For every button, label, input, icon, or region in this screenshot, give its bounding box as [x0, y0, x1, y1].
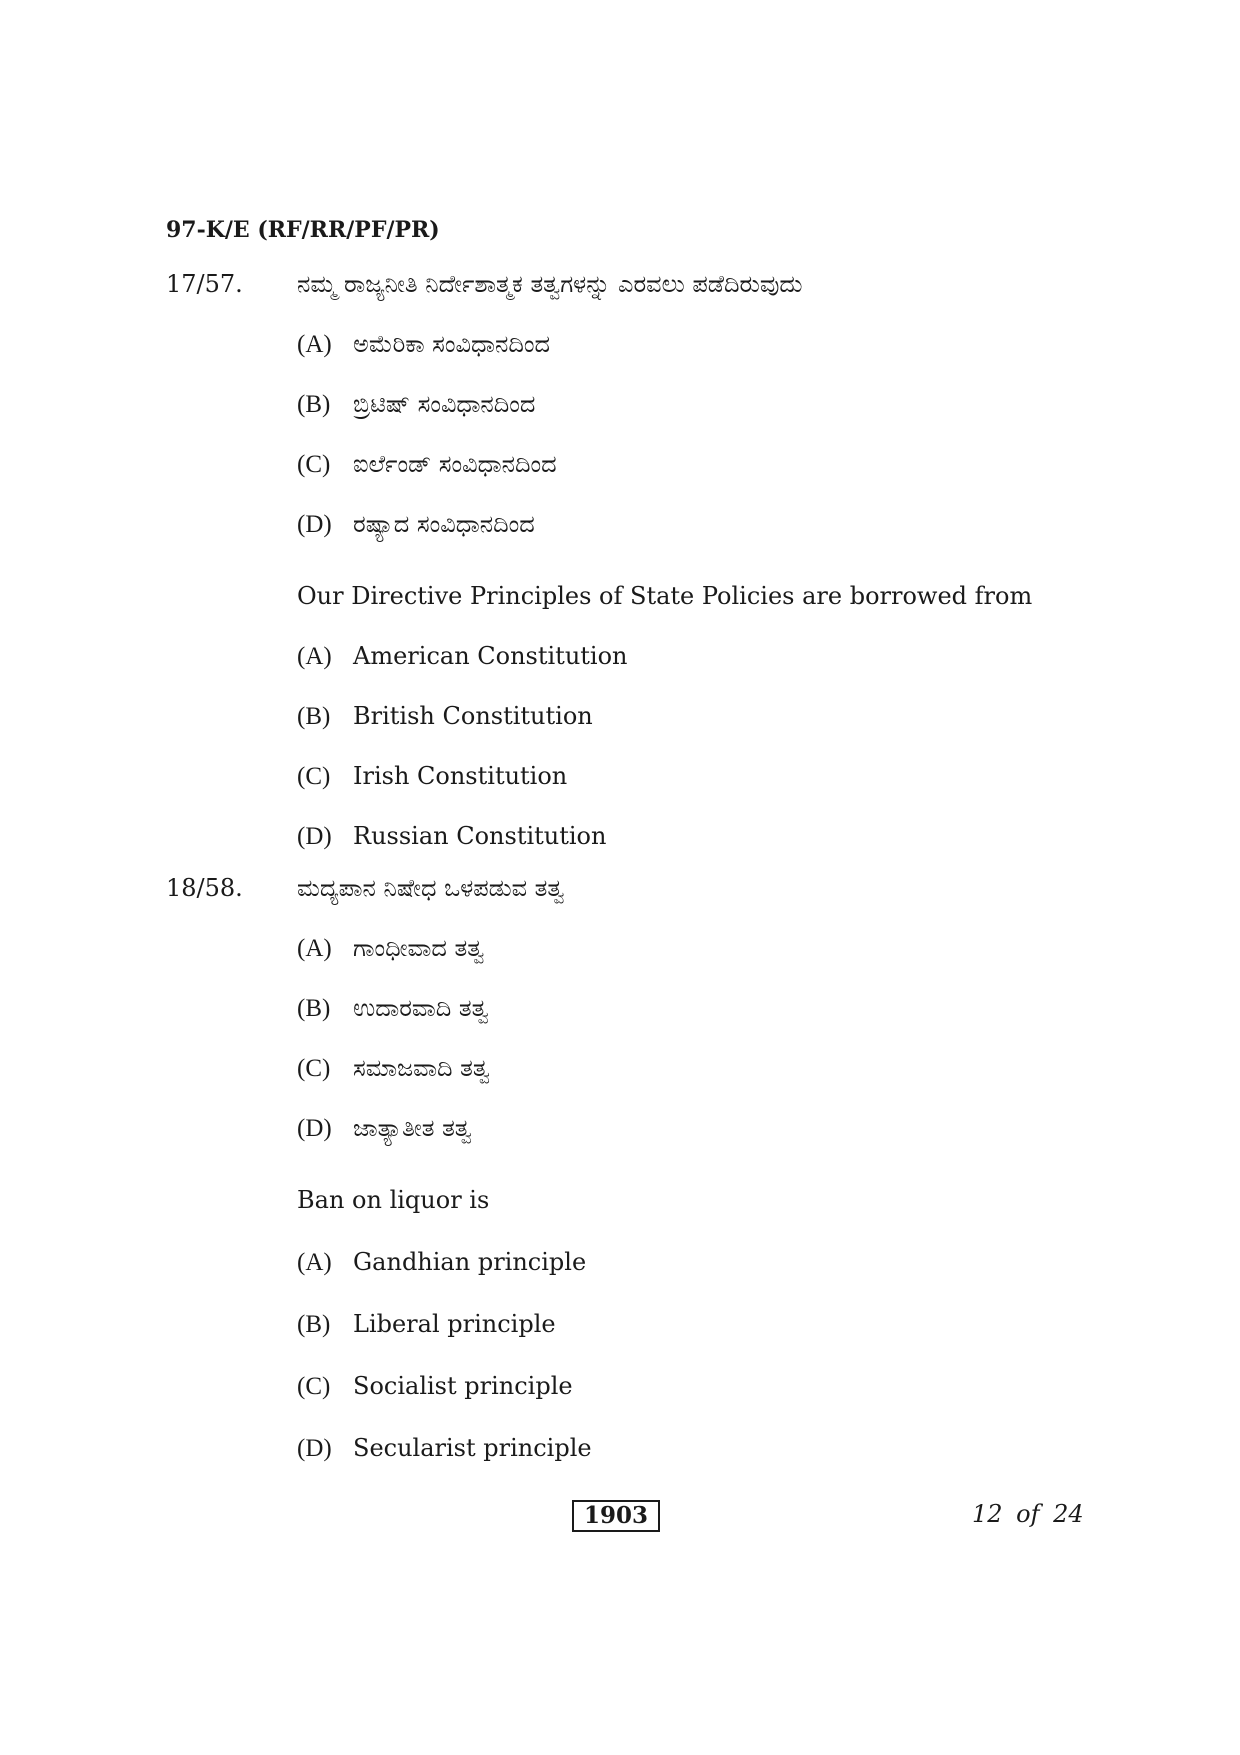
option-text: Russian Constitution — [353, 822, 607, 850]
option-letter: (A) — [297, 331, 332, 358]
option-text: ಉದಾರವಾದಿ ತತ್ವ — [353, 994, 489, 1022]
option-text: ಅಮೆರಿಕಾ ಸಂವಿಧಾನದಿಂದ — [353, 330, 550, 358]
option-kannada — [297, 330, 550, 359]
option-letter: (A) — [297, 643, 332, 670]
option-text: American Constitution — [353, 642, 628, 670]
option-english — [297, 762, 567, 791]
option-text: ಬ್ರಿಟಿಷ್ ಸಂವಿಧಾನದಿಂದ — [353, 390, 536, 418]
option-kannada — [297, 934, 484, 963]
option-letter: (A) — [297, 935, 332, 962]
question-text-english: Our Directive Principles of State Policies are borrowed from — [297, 582, 1033, 610]
option-letter: (B) — [297, 1311, 331, 1338]
option-letter: (C) — [297, 1055, 331, 1082]
option-letter: (B) — [297, 995, 331, 1022]
page-number: 12 of 24 — [972, 1500, 1084, 1528]
option-letter: (D) — [297, 511, 332, 538]
option-letter: (B) — [297, 391, 331, 418]
option-kannada — [297, 994, 489, 1023]
option-text: ಜಾತ್ಯಾತೀತ ತತ್ವ — [353, 1114, 472, 1142]
question-text-kannada: ಮದ್ಯಪಾನ ನಿಷೇಧ ಒಳಪಡುವ ತತ್ವ — [297, 874, 565, 902]
option-letter: (C) — [297, 451, 331, 478]
option-text: ರಷ್ಯಾದ ಸಂವಿಧಾನದಿಂದ — [353, 510, 535, 538]
option-english — [297, 1248, 586, 1277]
option-text: Liberal principle — [353, 1310, 556, 1338]
option-text: ಗಾಂಧೀವಾದ ತತ್ವ — [353, 934, 485, 962]
option-kannada — [297, 510, 535, 539]
option-english — [297, 1434, 592, 1463]
option-english — [297, 1372, 573, 1401]
option-english — [297, 642, 628, 671]
option-english — [297, 822, 606, 851]
question-text-english: Ban on liquor is — [297, 1186, 490, 1214]
option-kannada — [297, 390, 535, 419]
booklet-code-box: 1903 — [572, 1500, 660, 1532]
option-letter: (A) — [297, 1249, 332, 1276]
question-text-kannada: ನಮ್ಮ ರಾಜ್ಯನೀತಿ ನಿರ್ದೇಶಾತ್ಮಕ ತತ್ವಗಳನ್ನು ಎರವಲು ಪಡೆದಿರುವುದು — [297, 270, 803, 298]
option-text: Socialist principle — [353, 1372, 573, 1400]
option-text: Gandhian principle — [353, 1248, 587, 1276]
option-text: Secularist principle — [353, 1434, 592, 1462]
option-text: British Constitution — [353, 702, 593, 730]
paper-code: 97-K/E (RF/RR/PF/PR) — [166, 217, 440, 243]
option-text: Irish Constitution — [353, 762, 568, 790]
option-letter: (D) — [297, 823, 332, 850]
option-english — [297, 1310, 556, 1339]
option-letter: (D) — [297, 1435, 332, 1462]
option-text: ಐರ್ಲೆಂಡ್ ಸಂವಿಧಾನದಿಂದ — [353, 450, 557, 478]
option-kannada — [297, 1054, 490, 1083]
question-number: 18/58. — [166, 874, 243, 902]
option-english — [297, 702, 593, 731]
option-kannada — [297, 1114, 472, 1143]
option-letter: (B) — [297, 703, 331, 730]
question-number: 17/57. — [166, 270, 243, 298]
option-letter: (C) — [297, 763, 331, 790]
option-letter: (C) — [297, 1373, 331, 1400]
option-text: ಸಮಾಜವಾದಿ ತತ್ವ — [353, 1054, 490, 1082]
option-letter: (D) — [297, 1115, 332, 1142]
option-kannada — [297, 450, 557, 479]
